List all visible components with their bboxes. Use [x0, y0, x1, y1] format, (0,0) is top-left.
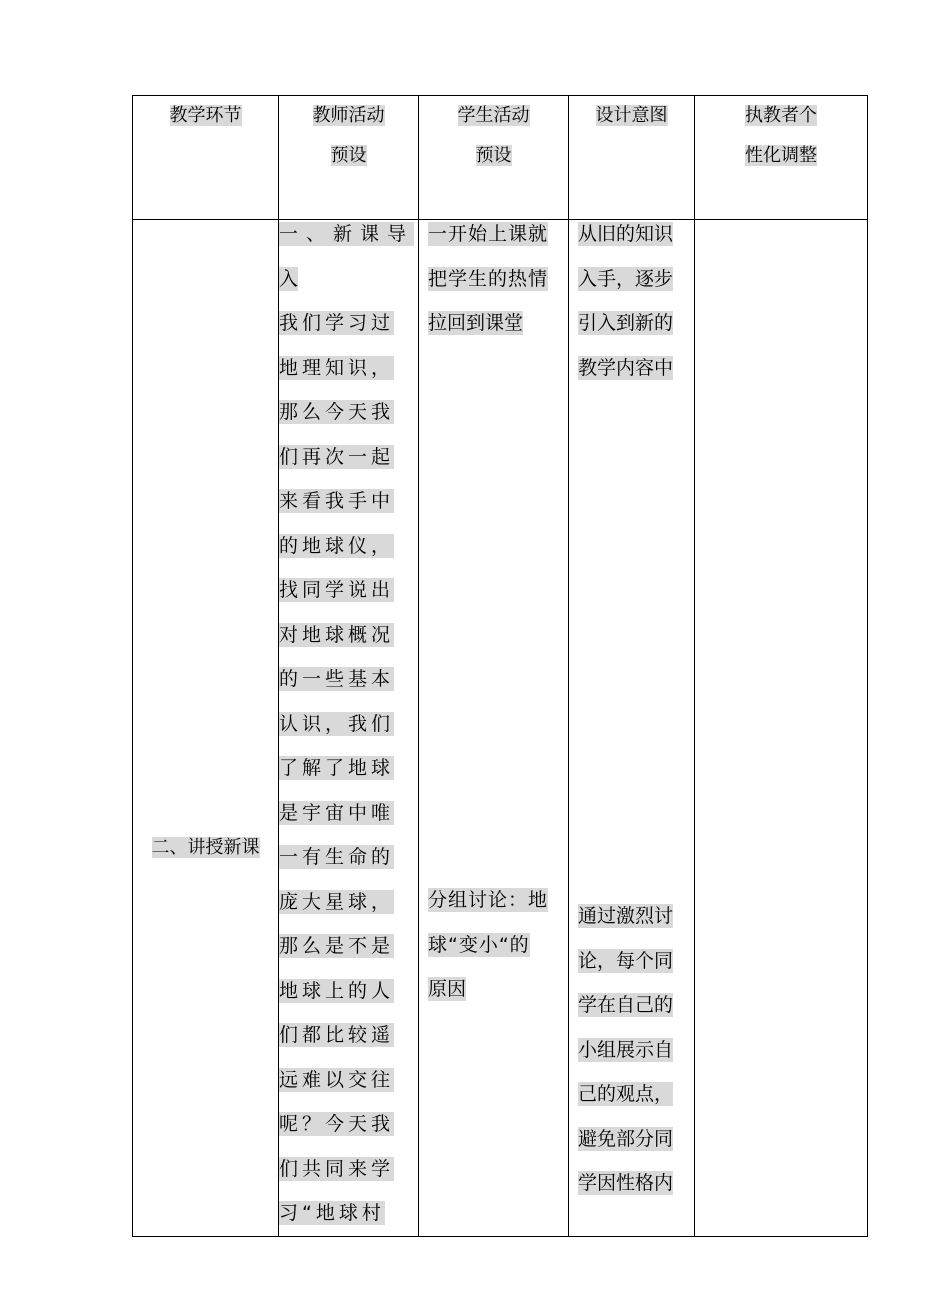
teacher-line: 庞大星球，: [279, 890, 395, 913]
teacher-line: 的一些基本: [279, 668, 395, 690]
teacher-line: 地球上的人: [279, 979, 395, 1002]
teacher-line: 找同学说出: [279, 579, 395, 601]
header-stage: 教学环节: [133, 96, 279, 220]
teacher-line: 入: [279, 267, 299, 290]
teacher-activity-cell: [279, 220, 419, 1237]
header-row: [133, 96, 868, 220]
teacher-line: 一有生命的: [279, 846, 395, 868]
stage-cell: [133, 220, 279, 1237]
teacher-line: 们共同来学: [279, 1157, 395, 1180]
teacher-line: 是宇宙中唯: [279, 801, 395, 824]
teacher-line: 习“地球村: [279, 1202, 385, 1224]
student-block-1: 一开始上课就 把学生的热情 拉回到课堂: [428, 223, 549, 334]
teacher-line: 的地球仪，: [279, 534, 395, 557]
teacher-line: 呢？今天我: [279, 1113, 395, 1135]
teacher-line: 们再次一起: [279, 445, 395, 468]
teacher-line: 地理知识，: [279, 356, 395, 379]
header-personal-adjustment: 执教者个 性化调整: [695, 96, 868, 220]
teacher-line: 了解了地球: [279, 757, 395, 779]
teacher-line: 远难以交往: [279, 1068, 395, 1091]
personal-adjustment-cell: [695, 220, 868, 1237]
intent-block-2: 通过激烈讨 论，每个同 学在自己的 小组展示自 己的观点， 避免部分同 学因性格内: [578, 905, 674, 1194]
teacher-line: 们都比较遥: [279, 1024, 395, 1046]
header-design-intent: 设计意图: [569, 96, 695, 220]
teacher-line: 一、新课导: [279, 223, 415, 245]
stage-label: 二、讲授新课: [151, 837, 260, 858]
design-intent-cell: [569, 220, 695, 1237]
teacher-line: 对地球概况: [279, 623, 395, 646]
lesson-plan-table: [132, 95, 868, 1237]
teacher-line: 认识，我们: [279, 712, 395, 735]
teacher-line: 我们学习过: [279, 312, 395, 334]
teacher-lines: [279, 212, 418, 1236]
student-activity-cell: [419, 220, 569, 1237]
body-row: [133, 220, 868, 1237]
header-student-activity: 学生活动 预设: [419, 96, 569, 220]
teacher-line: 那么是不是: [279, 935, 395, 957]
teacher-line: 那么今天我: [279, 401, 395, 423]
student-block-2: 分组讨论：地 球“变小“的 原因: [428, 889, 549, 1000]
header-teacher-activity: 教师活动 预设: [279, 96, 419, 220]
teacher-line: 来看我手中: [279, 490, 395, 512]
intent-block-1: 从旧的知识 入手，逐步 引入到新的 教学内容中: [578, 223, 674, 379]
